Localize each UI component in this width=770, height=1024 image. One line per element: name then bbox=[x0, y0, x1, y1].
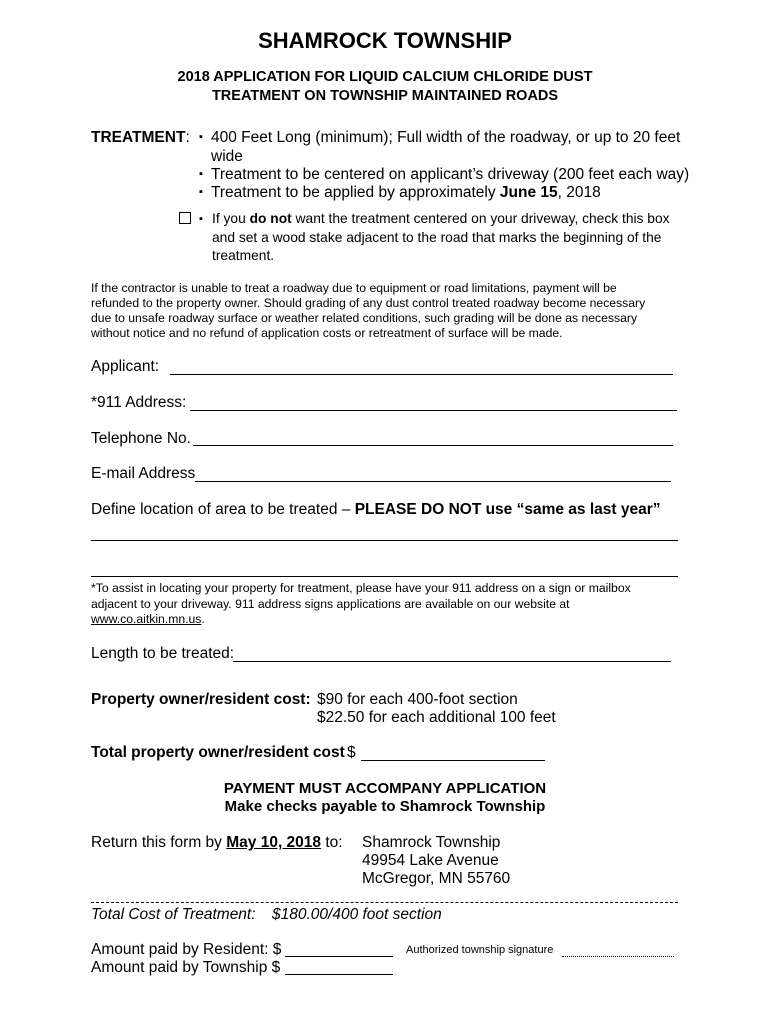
cost-line1: $90 for each 400-foot section bbox=[317, 691, 518, 708]
disclaimer-line1: If the contractor is unable to treat a roadway due to equipment or road limitations, payment will be bbox=[91, 281, 617, 295]
cut-line bbox=[91, 902, 678, 903]
bullet-1: ▪ bbox=[199, 131, 203, 143]
resident-paid-field[interactable] bbox=[285, 956, 393, 957]
disclaimer-line2: refunded to the property owner. Should grading of any dust control treated roadway become necessary bbox=[91, 296, 646, 310]
treatment-item-3-pre: Treatment to be applied by approximately bbox=[211, 184, 500, 201]
total-cost-label: Total property owner/resident cost bbox=[91, 744, 345, 761]
township-paid-label: Amount paid by Township $ bbox=[91, 959, 281, 976]
option-post: want the treatment centered on your driveway, check this box bbox=[291, 211, 670, 226]
return-address-line2: 49954 Lake Avenue bbox=[362, 852, 499, 869]
return-post: to: bbox=[321, 834, 343, 851]
note-line1: *To assist in locating your property for treatment, please have your 911 address on a sign or mailbox bbox=[91, 581, 631, 595]
treatment-heading bbox=[91, 129, 190, 147]
applicant-field[interactable] bbox=[170, 374, 673, 375]
option-pre: If you bbox=[212, 211, 250, 226]
note-line3 bbox=[91, 612, 205, 628]
email-label: E-mail Address bbox=[91, 465, 196, 482]
address-label: *911 Address: bbox=[91, 394, 187, 411]
form-subtitle-line1: 2018 APPLICATION FOR LIQUID CALCIUM CHLORIDE DUST bbox=[177, 69, 593, 85]
page-title: SHAMROCK TOWNSHIP bbox=[258, 28, 512, 53]
applicant-label: Applicant: bbox=[91, 358, 160, 375]
option-line3: treatment. bbox=[212, 248, 275, 263]
option-line2: and set a wood stake adjacent to the road that marks the beginning of the bbox=[212, 230, 662, 245]
signature-label: Authorized township signature bbox=[406, 944, 554, 956]
cost-line2: $22.50 for each additional 100 feet bbox=[317, 709, 556, 726]
bullet-4: ▪ bbox=[199, 213, 203, 225]
location-label-text: Define location of area to be treated – bbox=[91, 501, 355, 518]
treatment-item-3-post: , 2018 bbox=[557, 184, 601, 201]
option-line1 bbox=[212, 211, 670, 226]
township-paid-field[interactable] bbox=[285, 974, 393, 975]
note-line2: adjacent to your driveway. 911 address signs applications are available on our website at bbox=[91, 597, 570, 611]
treatment-colon: : bbox=[185, 129, 190, 146]
address-field[interactable] bbox=[190, 410, 677, 411]
payment-notice: PAYMENT MUST ACCOMPANY APPLICATION bbox=[223, 780, 547, 797]
note-period: . bbox=[201, 612, 205, 626]
treatment-item-2: Treatment to be centered on applicant’s driveway (200 feet each way) bbox=[211, 166, 690, 183]
location-field-line2[interactable] bbox=[91, 576, 678, 577]
email-field[interactable] bbox=[195, 481, 671, 482]
return-address-line3: McGregor, MN 55760 bbox=[362, 870, 511, 887]
disclaimer-line3: due to unsafe roadway surface or weather related conditions, such grading will be done as necessary bbox=[91, 311, 638, 325]
form-subtitle-line2: TREATMENT ON TOWNSHIP MAINTAINED ROADS bbox=[211, 88, 559, 104]
option-emphasis: do not bbox=[249, 211, 292, 226]
not-centered-checkbox[interactable] bbox=[179, 212, 191, 224]
treatment-item-1-line1: 400 Feet Long (minimum); Full width of the roadway, or up to 20 feet bbox=[211, 129, 681, 146]
return-date: May 10, 2018 bbox=[226, 834, 322, 851]
treatment-date: June 15 bbox=[499, 184, 558, 201]
length-label: Length to be treated: bbox=[91, 645, 235, 662]
length-field[interactable] bbox=[233, 661, 671, 662]
total-treatment-label: Total Cost of Treatment: bbox=[91, 906, 256, 923]
payable-notice: Make checks payable to Shamrock Township bbox=[224, 798, 546, 815]
location-label bbox=[91, 501, 661, 519]
disclaimer-line4: without notice and no refund of application costs or retreatment of surface will be made. bbox=[91, 326, 563, 340]
treatment-item-1-line2: wide bbox=[211, 148, 243, 165]
location-field-line1[interactable] bbox=[91, 540, 678, 541]
return-instruction bbox=[91, 834, 343, 852]
location-warning: PLEASE DO NOT use “same as last year” bbox=[354, 501, 661, 518]
telephone-field[interactable] bbox=[193, 445, 673, 446]
treatment-label: TREATMENT bbox=[91, 129, 186, 146]
total-cost-dollar: $ bbox=[347, 744, 356, 761]
treatment-item-3 bbox=[211, 184, 601, 202]
total-cost-field[interactable] bbox=[361, 760, 545, 761]
signature-field[interactable] bbox=[562, 956, 674, 957]
website-link[interactable]: www.co.aitkin.mn.us bbox=[91, 612, 202, 626]
cost-label: Property owner/resident cost: bbox=[91, 691, 311, 708]
total-treatment-value: $180.00/400 foot section bbox=[272, 906, 442, 923]
bullet-2: ▪ bbox=[199, 168, 203, 180]
bullet-3: ▪ bbox=[199, 186, 203, 198]
telephone-label: Telephone No. bbox=[91, 430, 191, 447]
return-address-line1: Shamrock Township bbox=[362, 834, 501, 851]
return-pre: Return this form by bbox=[91, 834, 227, 851]
resident-paid-label: Amount paid by Resident: $ bbox=[91, 941, 282, 958]
